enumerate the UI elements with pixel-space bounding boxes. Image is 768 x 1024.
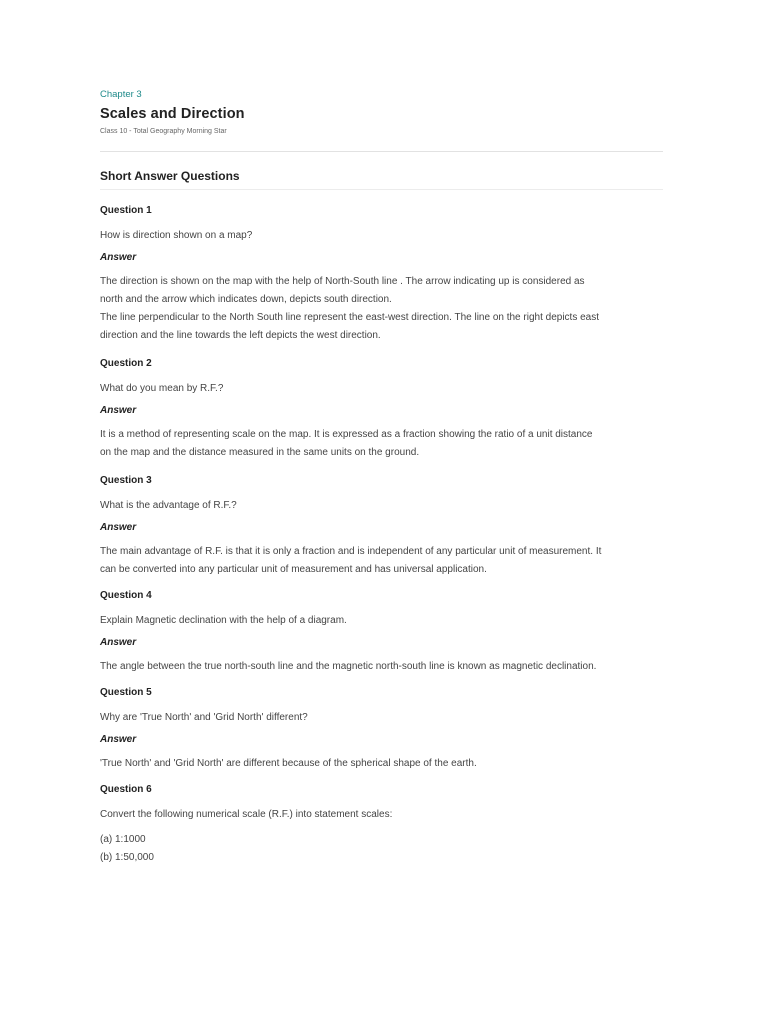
question-text: What is the advantage of R.F.?	[100, 500, 237, 511]
page-title: Scales and Direction	[100, 106, 245, 122]
answer-line: The line perpendicular to the North South line represent the east-west direction. The line on the right depicts east	[100, 312, 599, 323]
chapter-label: Chapter 3	[100, 89, 142, 100]
question-label: Question 2	[100, 358, 152, 369]
question-text: How is direction shown on a map?	[100, 230, 253, 241]
answer-line: north and the arrow which indicates down, depicts south direction.	[100, 294, 392, 305]
question-text: Convert the following numerical scale (R.F.) into statement scales:	[100, 809, 393, 820]
answer-text	[100, 658, 663, 676]
answer-text	[100, 543, 663, 579]
answer-line: The main advantage of R.F. is that it is only a fraction and is independent of any particular unit of measurement. It	[100, 546, 602, 557]
question-label: Question 6	[100, 784, 152, 795]
qa-item	[100, 783, 663, 867]
answer-line: The direction is shown on the map with the help of North-South line . The arrow indicating up is considered as	[100, 276, 585, 287]
question-label: Question 1	[100, 205, 152, 216]
answer-label: Answer	[100, 252, 137, 263]
question-text: What do you mean by R.F.?	[100, 383, 224, 394]
question-text: Why are 'True North' and 'Grid North' different?	[100, 712, 308, 723]
answer-label: Answer	[100, 522, 137, 533]
answer-label: Answer	[100, 734, 137, 745]
document-page	[100, 88, 663, 867]
answer-line: It is a method of representing scale on the map. It is expressed as a fraction showing the ratio of a unit distance	[100, 429, 593, 440]
section-divider	[100, 189, 663, 190]
answer-label: Answer	[100, 637, 137, 648]
question-label: Question 5	[100, 687, 152, 698]
answer-line: 'True North' and 'Grid North' are different because of the spherical shape of the earth.	[100, 758, 477, 769]
question-label: Question 3	[100, 475, 152, 486]
answer-text	[100, 426, 663, 462]
question-text: Explain Magnetic declination with the help of a diagram.	[100, 615, 347, 626]
answer-line: can be converted into any particular unit of measurement and has universal application.	[100, 564, 487, 575]
answer-text	[100, 755, 663, 773]
answer-line: direction and the line towards the left depicts the west direction.	[100, 330, 381, 341]
page-subtitle: Class 10 - Total Geography Morning Star	[100, 128, 227, 135]
qa-item	[100, 589, 663, 676]
option-list	[100, 831, 663, 867]
option-item: (b) 1:50,000	[100, 852, 154, 863]
qa-item	[100, 474, 663, 579]
question-label: Question 4	[100, 590, 152, 601]
qa-item	[100, 357, 663, 462]
section-title: Short Answer Questions	[100, 169, 240, 183]
answer-line: The angle between the true north-south line and the magnetic north-south line is known as magnetic declination.	[100, 661, 597, 672]
header-divider	[100, 151, 663, 152]
answer-line: on the map and the distance measured in the same units on the ground.	[100, 447, 420, 458]
option-item: (a) 1:1000	[100, 834, 146, 845]
answer-text	[100, 273, 663, 345]
answer-label: Answer	[100, 405, 137, 416]
qa-item	[100, 686, 663, 773]
qa-item	[100, 204, 663, 345]
